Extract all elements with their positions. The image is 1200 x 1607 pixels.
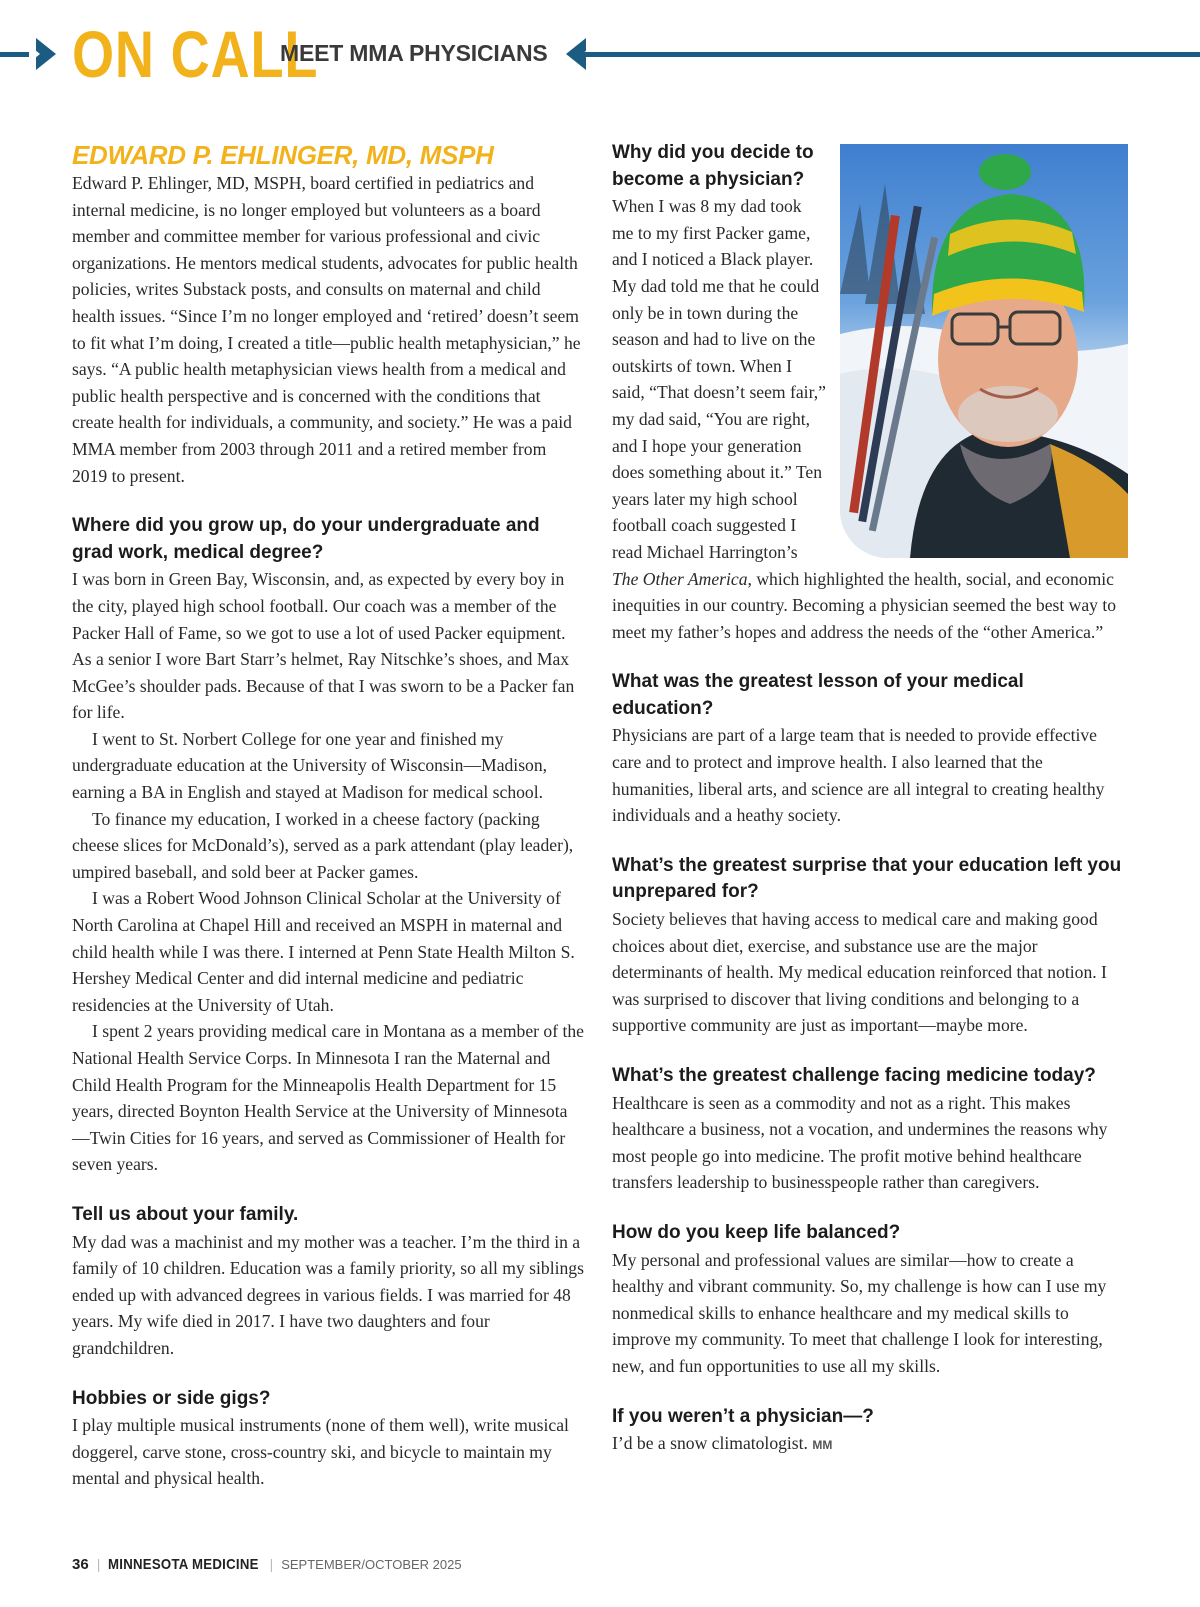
- question-grow-up: Where did you grow up, do your undergraduate and grad work, medical degree?: [72, 515, 540, 563]
- answer-grow-up-5: I spent 2 years providing medical care in Montana as a member of the National Health Service Corps. In Minnesota I ran the Maternal and Child Health Program for the Minneapolis Health Department for 15 years, directed Boynton Health Service at the University of Minnesota—Twin Cities for 16 years, and served as Commissioner of Health for seven years.: [72, 1021, 584, 1175]
- answer-greatest-lesson: Physicians are part of a large team that is needed to provide effective care and to protect and improve health. I also learned that the humanities, liberal arts, and science are all integral to creating healthy individuals and a heathy society.: [612, 725, 1105, 826]
- issue-date: SEPTEMBER/OCTOBER 2025: [281, 1556, 462, 1572]
- end-mark: MM: [812, 1438, 833, 1453]
- question-greatest-surprise: What’s the greatest surprise that your education left you unprepared for?: [612, 854, 1122, 903]
- answer-why-text-2: , which highlighted the health, social, and economic inequities in our country. Becoming a physician seemed the best way to meet my father’s hopes and address the needs of the “other America.”: [612, 568, 1117, 642]
- question-family: Tell us about your family.: [72, 1203, 299, 1225]
- physician-name: EDWARD P. EHLINGER, MD, MSPH: [72, 140, 494, 170]
- publication-name: MINNESOTA MEDICINE: [108, 1555, 260, 1573]
- answer-family: My dad was a machinist and my mother was a teacher. I’m the third in a family of 10 children. Education was a family priority, so all my siblings ended up with advanced degrees in various fields. I was married for 48 years. My wife died in 2017. I have two daughters and four grandchildren.: [72, 1231, 584, 1358]
- section-subtitle: MEET MMA PHYSICIANS: [280, 40, 548, 66]
- answer-grow-up-4: I was a Robert Wood Johnson Clinical Scholar at the University of North Carolina at Chapel Hill and received an MSPH in maternal and child health while I was there. I interned at Penn State Health Milton S. Hershey Medical Center and did internal medicine and pediatric residencies at the University of Utah.: [72, 888, 575, 1015]
- question-life-balance: How do you keep life balanced?: [612, 1221, 901, 1243]
- answer-grow-up-3: To finance my education, I worked in a cheese factory (packing cheese slices for McDonald’s), served as a park attendant (play leader), umpired baseball, and sold beer at Packer games.: [72, 808, 574, 882]
- left-column: [72, 140, 584, 1492]
- question-why-physician: Why did you decide to become a physician?: [612, 142, 814, 190]
- question-greatest-challenge: What’s the greatest challenge facing medicine today?: [612, 1065, 1096, 1086]
- footer-divider: |: [269, 1556, 274, 1572]
- portrait-photo: [840, 144, 1128, 558]
- footer-divider: |: [96, 1556, 101, 1572]
- question-greatest-lesson: What was the greatest lesson of your medical education?: [612, 671, 1024, 719]
- page-number: 36: [72, 1555, 89, 1573]
- answer-greatest-challenge: Healthcare is seen as a commodity and not as a right. This makes healthcare a business, not a vocation, and undermines the reasons why most people go into medicine. The profit motive behind healthcare transfers leadership to businesspeople rather than caregivers.: [612, 1092, 1108, 1193]
- answer-hobbies: I play multiple musical instruments (none of them well), write musical doggerel, carve stone, cross-country ski, and bicycle to maintain my mental and physical health.: [72, 1415, 569, 1489]
- arrow-right-icon: [36, 38, 56, 70]
- page-footer: [72, 1552, 462, 1576]
- section-header: [0, 0, 1200, 110]
- portrait-illustration: [840, 144, 1128, 558]
- answer-grow-up-2: I went to St. Norbert College for one year and finished my undergraduate education at the University of Wisconsin—Madison, earning a BA in English and stayed at Madison for medical school.: [72, 728, 548, 803]
- answer-not-physician-text: I’d be a snow climatologist.: [612, 1433, 808, 1454]
- question-hobbies: Hobbies or side gigs?: [72, 1387, 271, 1409]
- answer-why-text-1: When I was 8 my dad took me to my first Packer game, and I noticed a Black player. My dad told me that he could only be in town during the season and had to live on the outskirts of town. When I said, “That doesn’t seem fair,” my dad said, “You are right, and I hope your generation does something about it.” Ten years later my high school football coach suggested I read Michael Harrington’s: [612, 196, 826, 562]
- answer-life-balance: My personal and professional values are similar—how to create a healthy and vibrant community. So, my challenge is how can I use my nonmedical skills to enhance healthcare and my medical skills to improve my community. To meet that challenge I look for interesting, new, and fun opportunities to use all my skills.: [612, 1249, 1107, 1376]
- intro-paragraph: Edward P. Ehlinger, MD, MSPH, board certified in pediatrics and internal medicine, is no longer employed but volunteers as a board member and committee member for various professional and civic organizations. He mentors medical students, advocates for public health policies, writes Substack posts, and consults on maternal and child health issues. “Since I’m no longer employed and ‘retired’ doesn’t seem to fit what I’m doing, I created a title—public health metaphysician,” he says. “A public health metaphysician views health from a medical and public health perspective and is concerned with the conditions that create health for individuals, a community, and society.” He was a paid MMA member from 2003 through 2011 and a retired member from 2019 to present.: [72, 173, 581, 486]
- book-title: The Other America: [612, 568, 748, 589]
- question-not-physician: If you weren’t a physician—?: [612, 1405, 874, 1427]
- section-title: ON CALL: [72, 17, 319, 91]
- header-rule-right: [578, 52, 1200, 57]
- right-column: [612, 140, 1128, 1459]
- answer-grow-up-1: I was born in Green Bay, Wisconsin, and, as expected by every boy in the city, played high school football. Our coach was a member of the Packer Hall of Fame, so we got to use a lot of used Packer equipment. As a senior I wore Bart Starr’s helmet, Ray Nitschke’s shoes, and Max McGee’s shoulder pads. Because of that I was sworn to be a Packer fan for life.: [72, 569, 575, 723]
- answer-not-physician: [612, 1430, 1128, 1459]
- answer-greatest-surprise: Society believes that having access to medical care and making good choices about diet, exercise, and substance use are the major determinants of health. My medical education reinforced that notion. I was surprised to discover that living conditions and belonging to a supportive community are just as important—maybe more.: [612, 909, 1107, 1036]
